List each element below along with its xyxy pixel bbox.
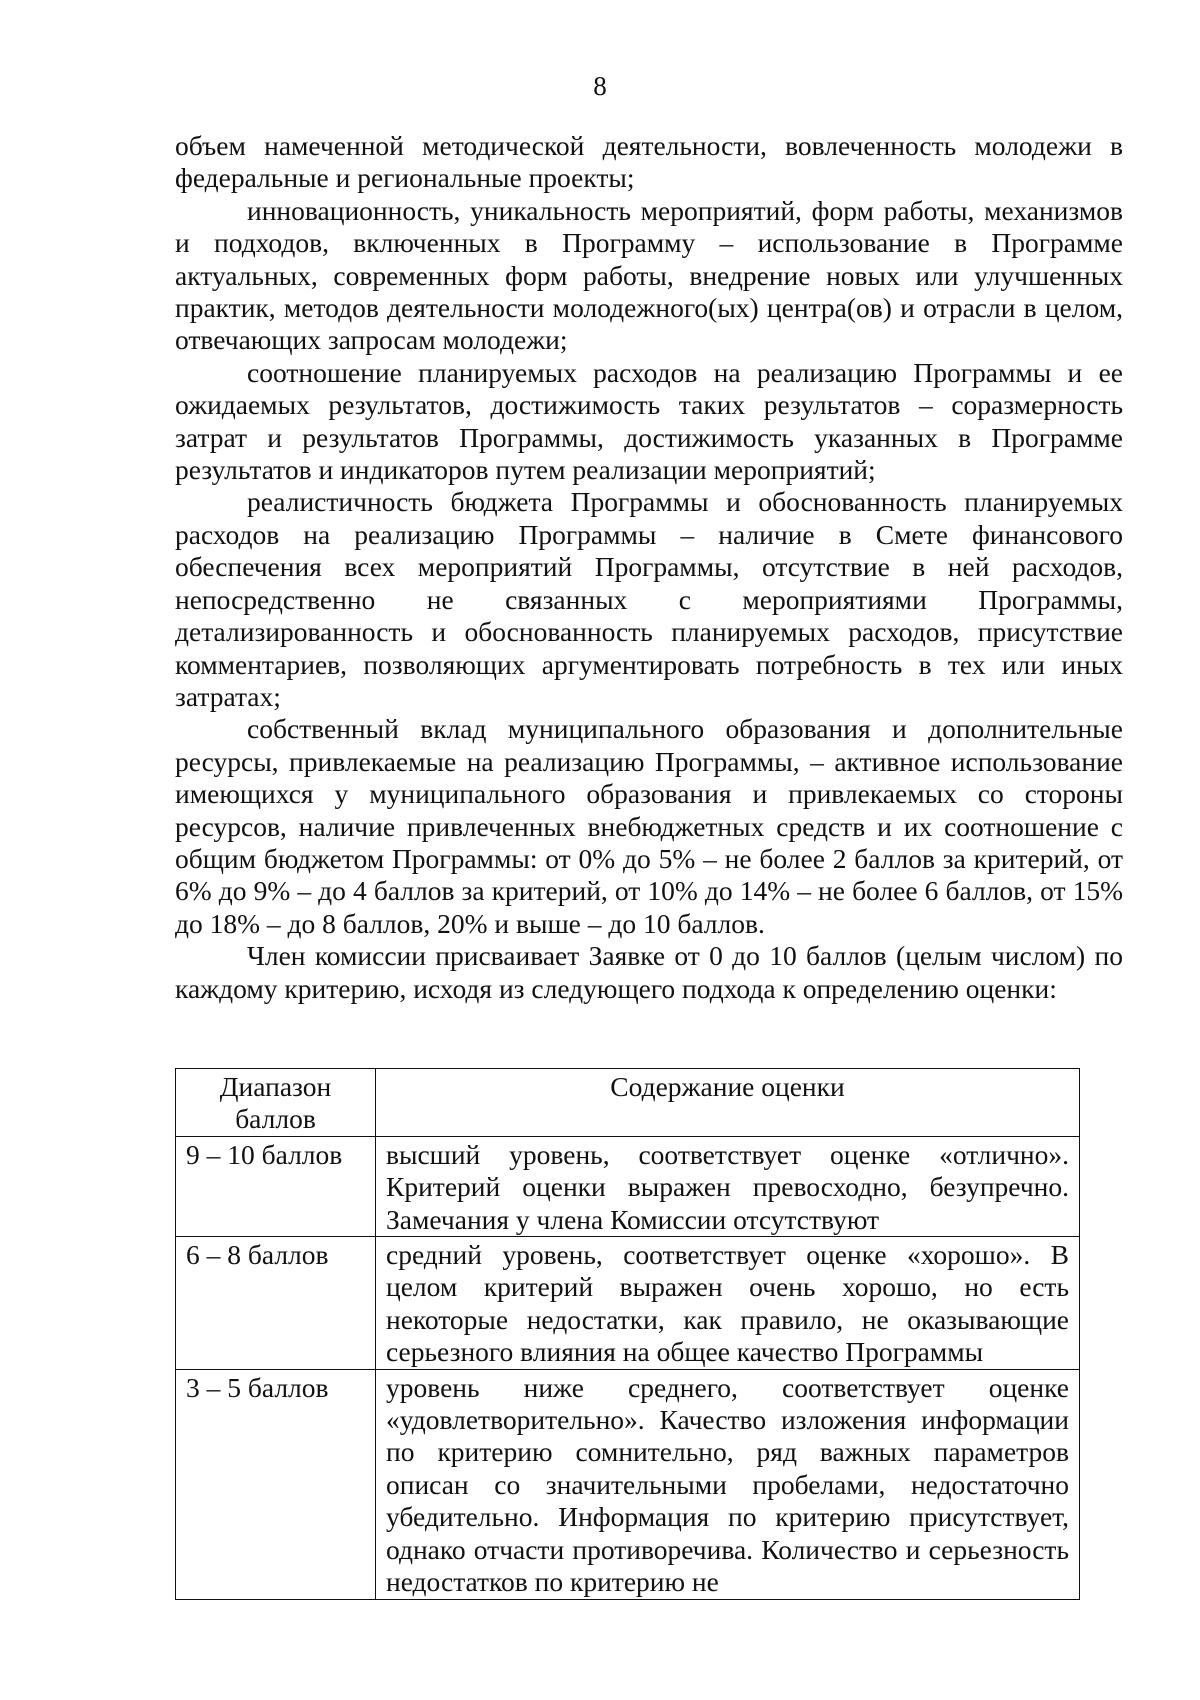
table-row bbox=[176, 1136, 1080, 1236]
score-content-cell: высший уровень, соответствует оценке «отлично». Критерий оценки выражен превосходно, безупречно. Замечания у члена Комиссии отсутствуют bbox=[376, 1136, 1080, 1236]
score-range-cell: 9 – 10 баллов bbox=[176, 1136, 376, 1236]
score-content-cell: уровень ниже среднего, соответствует оценке «удовлетворительно». Качество изложения информации по критерию сомнительно, ряд важных параметров описан со значительными пробелами, недостаточно убедительно. Информация по критерию присутствует, однако отчасти противоречива. Количество и серьезность недостатков по критерию не bbox=[376, 1369, 1080, 1599]
score-table bbox=[175, 1068, 1080, 1600]
paragraph: Член комиссии присваивает Заявке от 0 до 10 баллов (целым числом) по каждому критерию, исходя из следующего подхода к определению оценки: bbox=[175, 940, 1123, 1004]
paragraph: инновационность, уникальность мероприятий, форм работы, механизмов и подходов, включенных в Программу – использование в Программе актуальных, современных форм работы, внедрение новых или улучшенных практик, методов деятельности молодежного(ых) центра(ов) и отрасли в целом, отвечающих запросам молодежи; bbox=[175, 194, 1123, 356]
table-header-content: Содержание оценки bbox=[376, 1069, 1080, 1137]
table-header-range: Диапазон баллов bbox=[176, 1069, 376, 1137]
score-content-cell: средний уровень, соответствует оценке «хорошо». В целом критерий выражен очень хорошо, но есть некоторые недостатки, как правило, не оказывающие серьезного влияния на общее качество Программы bbox=[376, 1237, 1080, 1370]
page-number: 8 bbox=[593, 71, 607, 101]
body-text bbox=[175, 130, 1123, 1005]
table-row bbox=[176, 1237, 1080, 1370]
table-header-row bbox=[176, 1069, 1080, 1137]
paragraph: объем намеченной методической деятельности, вовлеченность молодежи в федеральные и региональные проекты; bbox=[175, 130, 1123, 194]
paragraph: реалистичность бюджета Программы и обоснованность планируемых расходов на реализацию Программы – наличие в Смете финансового обеспечения всех мероприятий Программы, отсутствие в ней расходов, непосредственно не связанных с мероприятиями Программы, детализированность и обоснованность планируемых расходов, присутствие комментариев, позволяющих аргументировать потребность в тех или иных затратах; bbox=[175, 486, 1123, 712]
score-range-cell: 3 – 5 баллов bbox=[176, 1369, 376, 1599]
table-row bbox=[176, 1369, 1080, 1599]
paragraph: соотношение планируемых расходов на реализацию Программы и ее ожидаемых результатов, достижимость таких результатов – соразмерность затрат и результатов Программы, достижимость указанных в Программе результатов и индикаторов путем реализации мероприятий; bbox=[175, 356, 1123, 486]
score-range-cell: 6 – 8 баллов bbox=[176, 1237, 376, 1370]
paragraph: собственный вклад муниципального образования и дополнительные ресурсы, привлекаемые на реализацию Программы, – активное использование имеющихся у муниципального образования и привлекаемых со стороны ресурсов, наличие привлеченных внебюджетных средств и их соотношение с общим бюджетом Программы: от 0% до 5% – не более 2 баллов за критерий, от 6% до 9% – до 4 баллов за критерий, от 10% до 14% – не более 6 баллов, от 15% до 18% – до 8 баллов, 20% и выше – до 10 баллов. bbox=[175, 713, 1123, 939]
